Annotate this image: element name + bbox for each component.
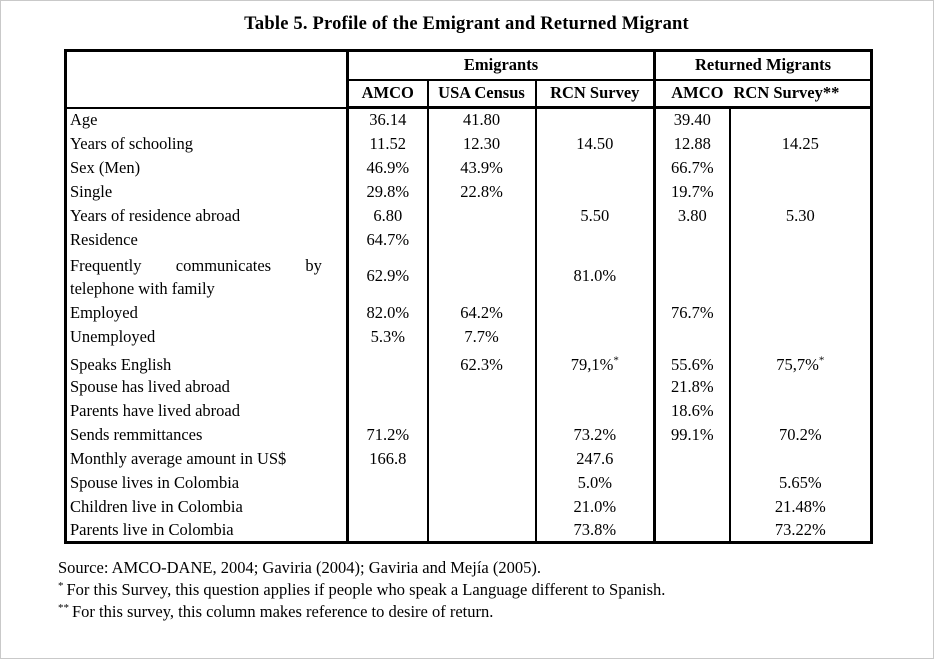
footnote-2 — [58, 601, 908, 623]
table-row — [66, 204, 872, 228]
row-label: Residence — [66, 228, 348, 252]
footnotes — [58, 557, 908, 623]
value-cell — [730, 375, 872, 399]
value-cell: 99.1% — [655, 423, 730, 447]
value-cell: 76.7% — [655, 301, 730, 325]
value-cell: 11.52 — [348, 132, 428, 156]
value-cell — [536, 180, 655, 204]
table-title: Table 5. Profile of the Emigrant and Returned Migrant — [244, 14, 689, 34]
value-cell: 3.80 — [655, 204, 730, 228]
footnote-marker: * — [613, 354, 619, 366]
row-label: Years of residence abroad — [66, 204, 348, 228]
row-label: Employed — [66, 301, 348, 325]
group-header-emigrants: Emigrants — [348, 51, 655, 80]
value-cell: 62.3% — [428, 349, 536, 375]
value-cell — [536, 399, 655, 423]
table-row — [66, 132, 872, 156]
value-cell: 29.8% — [348, 180, 428, 204]
value-cell: 81.0% — [536, 252, 655, 301]
table-row — [66, 423, 872, 447]
table-row — [66, 519, 872, 543]
value-cell — [428, 252, 536, 301]
value-cell — [655, 325, 730, 349]
value-cell: 70.2% — [778, 424, 822, 444]
col-header-amco-emigrants: AMCO — [348, 80, 428, 108]
value-cell — [428, 423, 536, 447]
value-cell — [655, 228, 730, 252]
value-cell: 14.25 — [781, 133, 819, 153]
value-cell — [428, 519, 536, 543]
value-cell: 41.80 — [428, 108, 536, 132]
value-cell — [428, 375, 536, 399]
row-label: Unemployed — [66, 325, 348, 349]
footnote-marker: * — [818, 354, 825, 366]
value-cell — [428, 495, 536, 519]
footnote-1-marker: * — [58, 579, 64, 592]
profile-table — [64, 49, 873, 544]
value-cell: 14.50 — [536, 132, 655, 156]
value-cell: 75,7%* — [776, 354, 825, 374]
table-row — [66, 447, 872, 471]
value-cell — [428, 399, 536, 423]
value-cell — [348, 471, 428, 495]
table-row — [66, 495, 872, 519]
value-cell: 21.8% — [655, 375, 730, 399]
value-cell: 62.9% — [348, 252, 428, 301]
value-cell: 21.0% — [536, 495, 655, 519]
col-header-amco-returned: AMCO — [655, 80, 730, 108]
value-cell: 5.65% — [778, 472, 822, 492]
table-row — [66, 156, 872, 180]
value-cell — [655, 519, 730, 543]
table-row — [66, 375, 872, 399]
value-cell: 64.2% — [428, 301, 536, 325]
table-row — [66, 399, 872, 423]
row-label-line1: Frequently communicates by — [70, 255, 322, 275]
footnote-2-text: For this survey, this column makes reference to desire of return. — [72, 602, 494, 621]
value-cell — [655, 252, 730, 301]
row-label: Age — [66, 108, 348, 132]
value-cell — [655, 495, 730, 519]
value-cell: 43.9% — [428, 156, 536, 180]
row-label: Single — [66, 180, 348, 204]
value-cell — [348, 519, 428, 543]
value-cell — [536, 228, 655, 252]
value-cell — [730, 325, 872, 349]
row-label: Sex (Men) — [66, 156, 348, 180]
row-label — [66, 252, 348, 301]
value-cell — [428, 228, 536, 252]
value-cell — [428, 447, 536, 471]
value-cell — [536, 375, 655, 399]
value-cell — [348, 399, 428, 423]
value-cell: 73.8% — [536, 519, 655, 543]
value-cell: 66.7% — [655, 156, 730, 180]
table-row — [66, 325, 872, 349]
value-cell: 64.7% — [348, 228, 428, 252]
value-cell — [730, 399, 872, 423]
row-label-line2: telephone with family — [70, 278, 215, 298]
value-cell — [536, 325, 655, 349]
value-cell — [730, 180, 872, 204]
value-cell — [730, 252, 872, 301]
row-label: Speaks English — [66, 349, 348, 375]
value-cell — [655, 447, 730, 471]
value-cell: 73.22% — [774, 519, 826, 539]
value-cell — [730, 228, 872, 252]
col-header-usa-census: USA Census — [428, 80, 536, 108]
footnote-1 — [58, 579, 908, 601]
row-label: Children live in Colombia — [66, 495, 348, 519]
value-cell: 82.0% — [348, 301, 428, 325]
value-cell: 55.6% — [655, 349, 730, 375]
table-row — [66, 108, 872, 132]
value-cell: 7.7% — [428, 325, 536, 349]
value-cell: 21.48% — [774, 496, 826, 516]
value-cell: 22.8% — [428, 180, 536, 204]
table-row — [66, 301, 872, 325]
row-label: Spouse lives in Colombia — [66, 471, 348, 495]
value-cell — [536, 108, 655, 132]
row-label: Spouse has lived abroad — [66, 375, 348, 399]
value-cell: 5.30 — [785, 205, 815, 225]
table-row — [66, 349, 872, 375]
corner-cell — [66, 51, 348, 108]
value-cell — [655, 471, 730, 495]
value-cell: 73.2% — [536, 423, 655, 447]
value-cell: 5.50 — [536, 204, 655, 228]
value-cell — [348, 375, 428, 399]
value-cell — [730, 108, 872, 132]
value-cell: 79,1%* — [536, 349, 655, 375]
table-row — [66, 180, 872, 204]
table-row — [66, 252, 872, 301]
value-cell: 36.14 — [348, 108, 428, 132]
value-cell: 6.80 — [348, 204, 428, 228]
value-cell — [730, 156, 872, 180]
col-header-rcn-emigrants: RCN Survey — [536, 80, 655, 108]
row-label: Parents have lived abroad — [66, 399, 348, 423]
value-cell: 19.7% — [655, 180, 730, 204]
value-cell: 247.6 — [536, 447, 655, 471]
group-header-returned: Returned Migrants — [655, 51, 872, 80]
value-cell — [730, 447, 872, 471]
table-row — [66, 228, 872, 252]
row-label: Parents live in Colombia — [66, 519, 348, 543]
value-cell: 12.88 — [655, 132, 730, 156]
value-cell: 5.0% — [536, 471, 655, 495]
value-cell — [348, 349, 428, 375]
row-label: Sends remmittances — [66, 423, 348, 447]
value-cell: 39.40 — [655, 108, 730, 132]
footnote-2-marker: ** — [58, 601, 69, 614]
table-row — [66, 471, 872, 495]
group-header-row — [66, 51, 872, 80]
value-cell — [428, 204, 536, 228]
value-cell: 166.8 — [348, 447, 428, 471]
value-cell — [348, 495, 428, 519]
row-label: Years of schooling — [66, 132, 348, 156]
source-note: Source: AMCO-DANE, 2004; Gaviria (2004); Gaviria and Mejía (2005). — [58, 558, 541, 577]
value-cell — [536, 301, 655, 325]
row-label: Monthly average amount in US$ — [66, 447, 348, 471]
value-cell — [730, 301, 872, 325]
value-cell: 12.30 — [428, 132, 536, 156]
value-cell: 46.9% — [348, 156, 428, 180]
value-cell: 18.6% — [655, 399, 730, 423]
value-cell: 5.3% — [348, 325, 428, 349]
col-header-rcn-returned: RCN Survey** — [730, 80, 872, 108]
footnote-1-text: For this Survey, this question applies if people who speak a Language different to Spanish. — [66, 580, 666, 599]
value-cell — [536, 156, 655, 180]
value-cell: 71.2% — [348, 423, 428, 447]
value-cell — [428, 471, 536, 495]
